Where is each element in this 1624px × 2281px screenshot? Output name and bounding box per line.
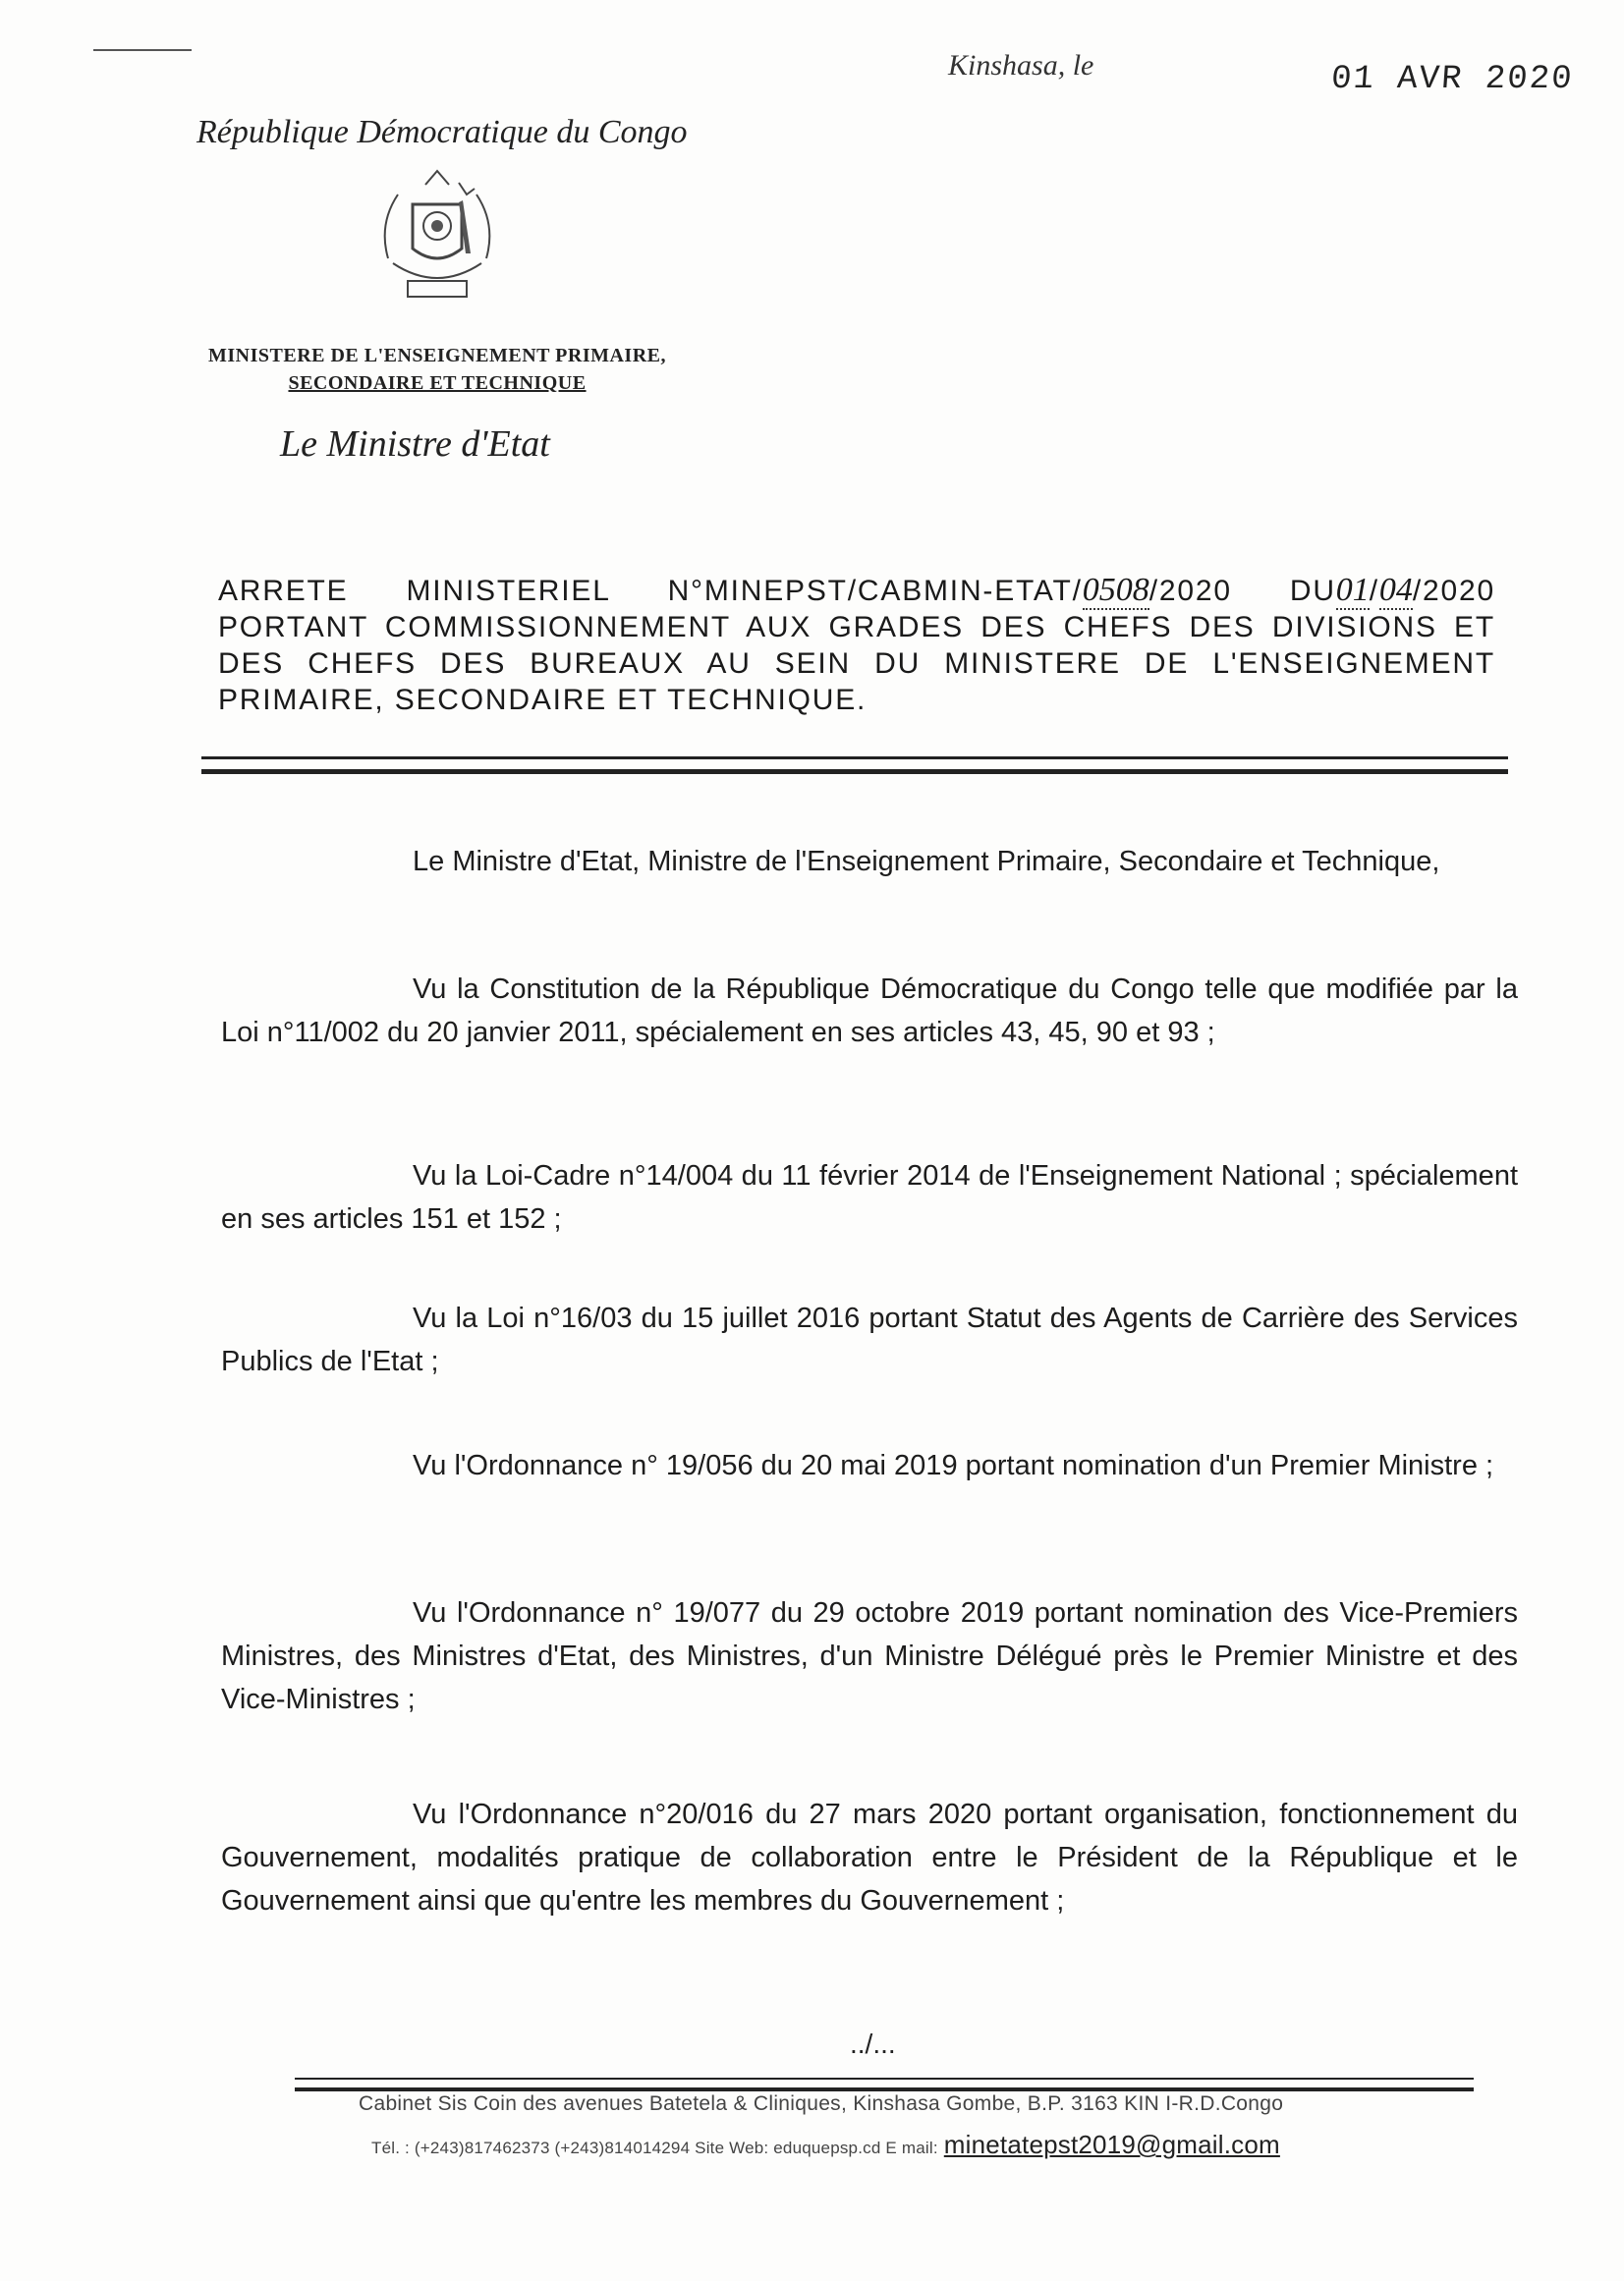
footer-email-link[interactable]: minetatepst2019@gmail.com: [943, 2130, 1280, 2159]
republic-heading: République Démocratique du Congo: [196, 114, 688, 150]
decree-month: 04: [1378, 572, 1413, 608]
decree-day: 01: [1335, 572, 1370, 608]
footer-address: Cabinet Sis Coin des avenues Batetela & Cliniques, Kinshasa Gombe, B.P. 3163 KIN I-R.D.Congo: [359, 2092, 1284, 2115]
paragraph-constitution: Vu la Constitution de la République Démocratique du Congo telle que modifiée par la Loi n°11/002 du 20 janvier 2011, spécialement en ses articles 43, 45, 90 et 93 ;: [221, 974, 1518, 1048]
place-and-date-label: Kinshasa, le: [948, 49, 1094, 82]
date-stamp: 01 AVR 2020: [1329, 61, 1575, 98]
header-divider: [201, 756, 1508, 774]
ministry-name: [201, 342, 673, 397]
footer-phone: Tél. : (+243)817462373 (+243)814014294 Site Web: eduquepsp.cd E mail:: [371, 2139, 938, 2157]
decree-year-sep: /2020 DU: [1148, 575, 1336, 607]
decree-prefix: ARRETE MINISTERIEL N°MINEPST/CABMIN-ETAT/: [218, 575, 1083, 607]
ministry-name-line2: SECONDAIRE ET TECHNIQUE: [288, 372, 587, 394]
ministry-name-line1: MINISTERE DE L'ENSEIGNEMENT PRIMAIRE,: [208, 345, 666, 366]
decree-number: 0508: [1082, 572, 1149, 608]
minister-title: Le Ministre d'Etat: [280, 423, 550, 465]
decree-date-sep: /: [1369, 575, 1379, 607]
paragraph-preamble: Le Ministre d'Etat, Ministre de l'Enseignement Primaire, Secondaire et Technique,: [413, 846, 1440, 877]
scan-artifact-line: [93, 49, 192, 51]
paragraph-ordonnance-premier-ministre: Vu l'Ordonnance n° 19/056 du 20 mai 2019 portant nomination d'un Premier Ministre ;: [413, 1450, 1494, 1481]
paragraph-ordonnance-gouvernement: Vu l'Ordonnance n°20/016 du 27 mars 2020 portant organisation, fonctionnement du Gouvernement, modalités pratique de collaboration entre le Président de la République et le Gouvernement ainsi que qu'entre les membres du Gouvernement ;: [221, 1799, 1518, 1917]
footer-contact: [371, 2130, 1280, 2160]
coat-of-arms-emblem: [368, 165, 506, 312]
paragraph-loi-statut: Vu la Loi n°16/03 du 15 juillet 2016 portant Statut des Agents de Carrière des Services Publics de l'Etat ;: [221, 1303, 1518, 1377]
paragraph-loi-cadre: Vu la Loi-Cadre n°14/004 du 11 février 2014 de l'Enseignement National ; spécialement en ses articles 151 et 152 ;: [221, 1160, 1518, 1235]
decree-subject: PORTANT COMMISSIONNEMENT AUX GRADES DES CHEFS DES DIVISIONS ET DES CHEFS DES BUREAUX AU SEIN DU MINISTERE DE L'ENSEIGNEMENT PRIMAIRE, SECONDAIRE ET TECHNIQUE.: [218, 611, 1495, 716]
footer-divider: [295, 2078, 1474, 2091]
decree-heading: [218, 572, 1495, 718]
continued-marker: ../...: [850, 2029, 896, 2059]
decree-year: /2020: [1412, 575, 1495, 607]
paragraph-ordonnance-ministres: Vu l'Ordonnance n° 19/077 du 29 octobre 2019 portant nomination des Vice-Premiers Ministres, des Ministres d'Etat, des Ministres, d'un Ministre Délégué près le Premier Ministre et des Vice-Ministres ;: [221, 1597, 1518, 1715]
